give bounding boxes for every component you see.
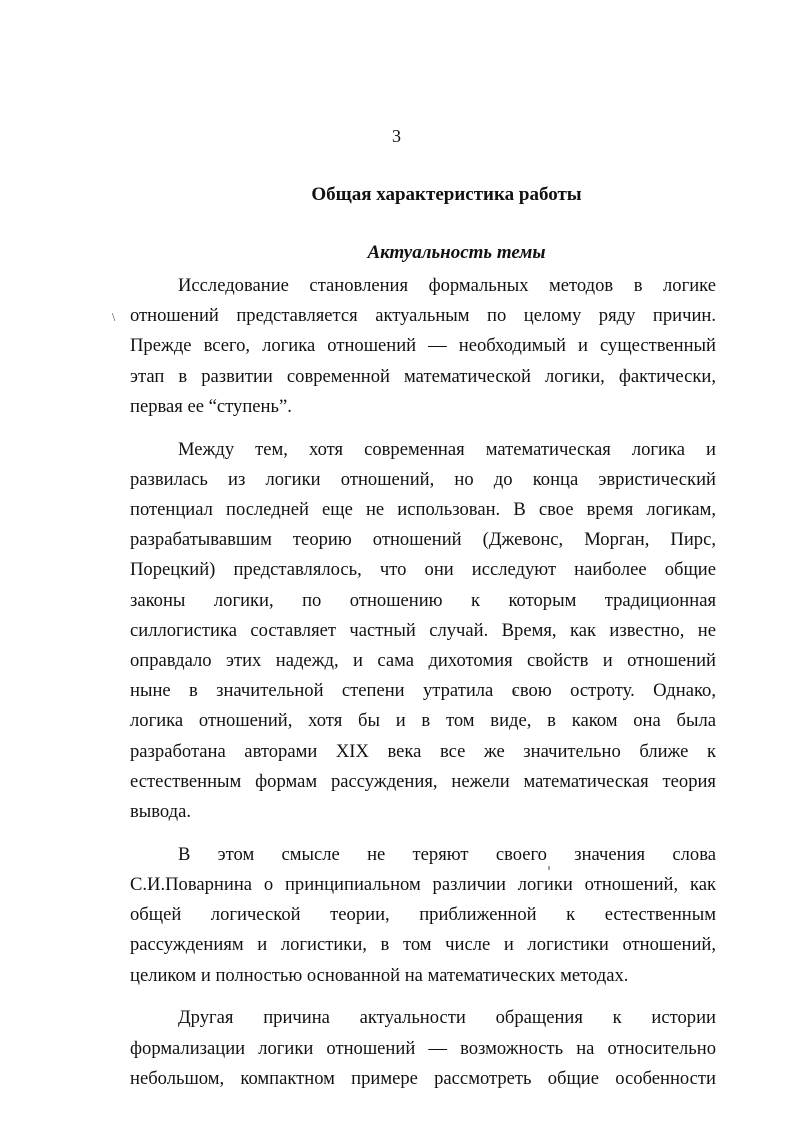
text-line: Другая причина актуальности обращения к истории — [178, 1007, 716, 1029]
margin-mark: ∖ — [110, 313, 117, 324]
text-line: разработана авторами XIX века все же значительно ближе к — [130, 740, 716, 762]
text-line: Прежде всего, логика отношений — необходимый и существенный — [130, 335, 716, 357]
text-line: С.И.Поварнина о принципиальном различии логики отношений, как — [130, 874, 716, 896]
text-line: силлогистика составляет частный случай. Время, как известно, не — [130, 619, 716, 641]
text-line: рассуждениям и логистики, в том числе и логистики отношений, — [130, 934, 716, 956]
text-line: отношений представляется актуальным по целому ряду причин. — [130, 305, 716, 327]
text-line: В этом смысле не теряют своего значения слова — [178, 843, 716, 865]
text-line: Исследование становления формальных методов в логике — [178, 275, 716, 296]
page-title: Общая характеристика работы — [311, 184, 582, 205]
text-line: законы логики, по отношению к которым традиционная — [130, 589, 716, 611]
body-text — [130, 271, 716, 1107]
text-line: первая ее “ступень”. — [130, 395, 292, 417]
section-subtitle: Актуальность темы — [367, 242, 546, 263]
text-line: Между тем, хотя современная математическая логика и — [178, 438, 716, 460]
text-line: этап в развитии современной математической логики, фактически, — [130, 365, 716, 387]
text-line: ныне в значительной степени утратила свою остроту. Однако, — [130, 680, 716, 702]
text-line: логика отношений, хотя бы и в том виде, в каком она была — [130, 710, 716, 732]
text-line: целиком и полностью основанной на математических методах. — [130, 964, 629, 986]
paragraph-3 — [130, 840, 716, 991]
paragraph-1 — [130, 271, 716, 422]
paragraph-2 — [130, 435, 716, 828]
text-line: небольшом, компактном примере рассмотреть общие особенности — [130, 1067, 716, 1089]
text-line: развилась из логики отношений, но до конца эвристический — [130, 468, 716, 490]
text-line: разрабатывавшим теорию отношений (Джевонс, Морган, Пирс, — [130, 529, 716, 551]
text-line: вывода. — [130, 801, 192, 823]
paragraph-4 — [130, 1003, 716, 1094]
text-line: оправдало этих надежд, и сама дихотомия свойств и отношений — [130, 650, 716, 672]
text-line: общей логической теории, приближенной к естественным — [130, 904, 716, 926]
text-line: Порецкий) представлялось, что они исследуют наиболее общие — [130, 559, 716, 581]
page-number: 3 — [392, 126, 401, 146]
text-line: формализации логики отношений — возможность на относительно — [130, 1037, 716, 1059]
text-line: естественным формам рассуждения, нежели математическая теория — [130, 770, 716, 792]
text-line: потенциал последней еще не использован. В свое время логикам, — [130, 499, 716, 521]
